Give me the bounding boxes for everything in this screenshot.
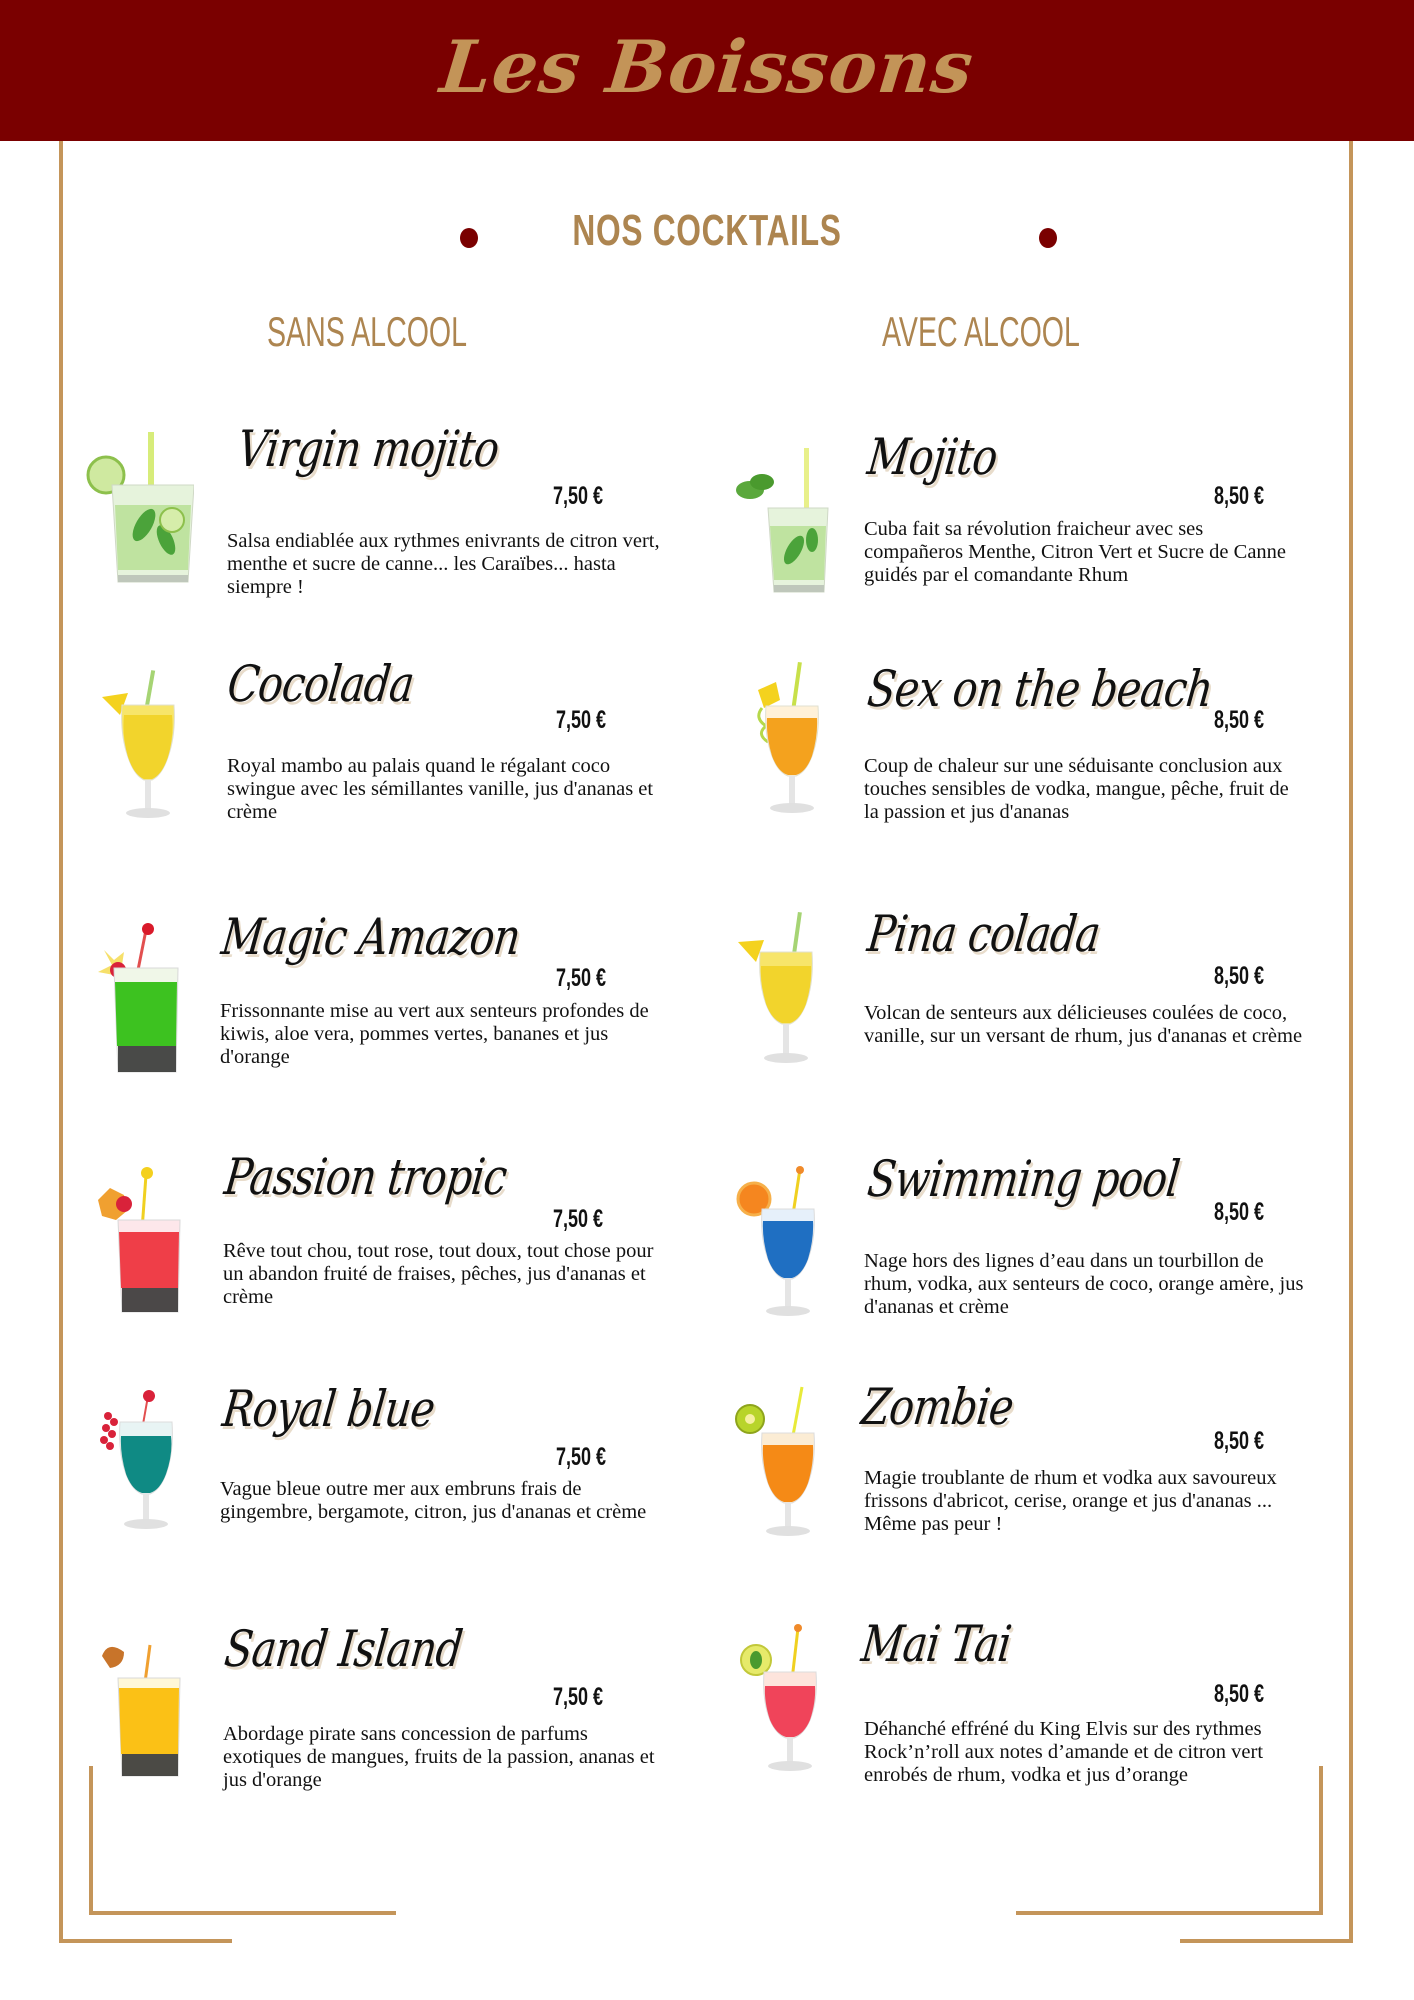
item-price: 7,50 € <box>553 482 604 510</box>
item-price: 7,50 € <box>553 1683 604 1711</box>
item-price: 8,50 € <box>1214 1680 1265 1708</box>
item-price: 7,50 € <box>556 1443 607 1471</box>
hurricane-glass-yellow-icon <box>728 910 838 1070</box>
hurricane-glass-teal-icon <box>92 1390 202 1550</box>
highball-glass-yellow-icon <box>88 1630 198 1790</box>
item-name: Swimming pool <box>864 1150 1183 1208</box>
item-description: Rêve tout chou, tout rose, tout doux, tout chose pour un abandon fruité de fraises, pêches, jus d'ananas et crème <box>223 1240 654 1308</box>
frame-outer-bottom-left <box>59 1939 232 1943</box>
frame-outer-right <box>1349 141 1353 1942</box>
hurricane-glass-yellow-icon <box>90 665 200 825</box>
frame-inner-bottom-right <box>1016 1911 1323 1915</box>
item-description: Nage hors des lignes d’eau dans un tourbillon de rhum, vodka, aux senteurs de coco, orange amère, jus d'ananas et crème <box>864 1250 1304 1318</box>
mojito-glass-icon <box>728 440 838 600</box>
mojito-glass-icon <box>84 430 194 590</box>
item-description: Salsa endiablée aux rythmes enivrants de citron vert, menthe et sucre de canne... les Caraïbes... hasta siempre ! <box>227 530 660 598</box>
item-name: Sex on the beach <box>864 660 1216 718</box>
item-name: Zombie <box>858 1378 1017 1436</box>
highball-glass-green-icon <box>84 920 194 1080</box>
item-price: 8,50 € <box>1214 482 1265 510</box>
item-description: Volcan de senteurs aux délicieuses coulées de coco, vanille, sur un versant de rhum, jus d'ananas et crème <box>864 1002 1303 1047</box>
hurricane-glass-blue-icon <box>728 1165 838 1325</box>
item-price: 7,50 € <box>556 964 607 992</box>
item-name: Pina colada <box>864 905 1103 963</box>
item-price: 8,50 € <box>1214 962 1265 990</box>
item-price: 7,50 € <box>553 1205 604 1233</box>
highball-glass-red-icon <box>88 1160 198 1320</box>
item-description: Royal mambo au palais quand le régalant coco swingue avec les sémillantes vanille, jus d'ananas et crème <box>227 755 654 823</box>
section-title: NOS COCKTAILS <box>572 206 842 255</box>
decorative-dot-right <box>1039 228 1057 248</box>
frame-inner-bottom-left <box>89 1911 396 1915</box>
hurricane-glass-orange-icon <box>728 660 838 820</box>
item-name: Passion tropic <box>221 1148 510 1206</box>
item-name: Sand Island <box>221 1620 465 1678</box>
hurricane-glass-pink-icon <box>728 1620 838 1780</box>
item-price: 8,50 € <box>1214 1198 1265 1226</box>
item-price: 7,50 € <box>556 706 607 734</box>
frame-outer-left <box>59 141 63 1942</box>
frame-outer-bottom-right <box>1180 1939 1353 1943</box>
item-name: Virgin mojito <box>234 420 502 478</box>
item-description: Vague bleue outre mer aux embruns frais de gingembre, bergamote, citron, jus d'ananas et crème <box>220 1478 647 1523</box>
header-banner <box>0 0 1414 141</box>
frame-inner-right <box>1319 1766 1323 1915</box>
item-description: Cuba fait sa révolution fraicheur avec ses compañeros Menthe, Citron Vert et Sucre de Canne guidés par el comandante Rhum <box>864 518 1287 586</box>
item-price: 8,50 € <box>1214 706 1265 734</box>
item-description: Déhanché effréné du King Elvis sur des rythmes Rock’n’roll aux notes d’amande et de citron vert enrobés de rhum, vodka et jus d’orange <box>864 1718 1264 1786</box>
item-name: Cocolada <box>224 655 417 713</box>
item-description: Frissonnante mise au vert aux senteurs profondes de kiwis, aloe vera, pommes vertes, bananes et jus d'orange <box>220 1000 649 1068</box>
column-title-sans-alcool: SANS ALCOOL <box>267 308 468 355</box>
item-description: Abordage pirate sans concession de parfums exotiques de mangues, fruits de la passion, ananas et jus d'orange <box>223 1723 655 1791</box>
item-name: Royal blue <box>219 1380 438 1438</box>
item-price: 8,50 € <box>1214 1427 1265 1455</box>
hurricane-glass-orange-icon <box>728 1385 838 1545</box>
item-name: Mojito <box>864 428 1001 486</box>
item-name: Mai Tai <box>858 1615 1014 1673</box>
item-description: Magie troublante de rhum et vodka aux savoureux frissons d'abricot, cerise, orange et jus d'ananas ... Même pas peur ! <box>864 1467 1277 1535</box>
page-title: Les Boissons <box>436 24 978 109</box>
item-description: Coup de chaleur sur une séduisante conclusion aux touches sensibles de vodka, mangue, pêche, fruit de la passion et jus d'ananas <box>864 755 1289 823</box>
item-name: Magic Amazon <box>218 908 523 966</box>
column-title-avec-alcool: AVEC ALCOOL <box>882 308 1080 355</box>
